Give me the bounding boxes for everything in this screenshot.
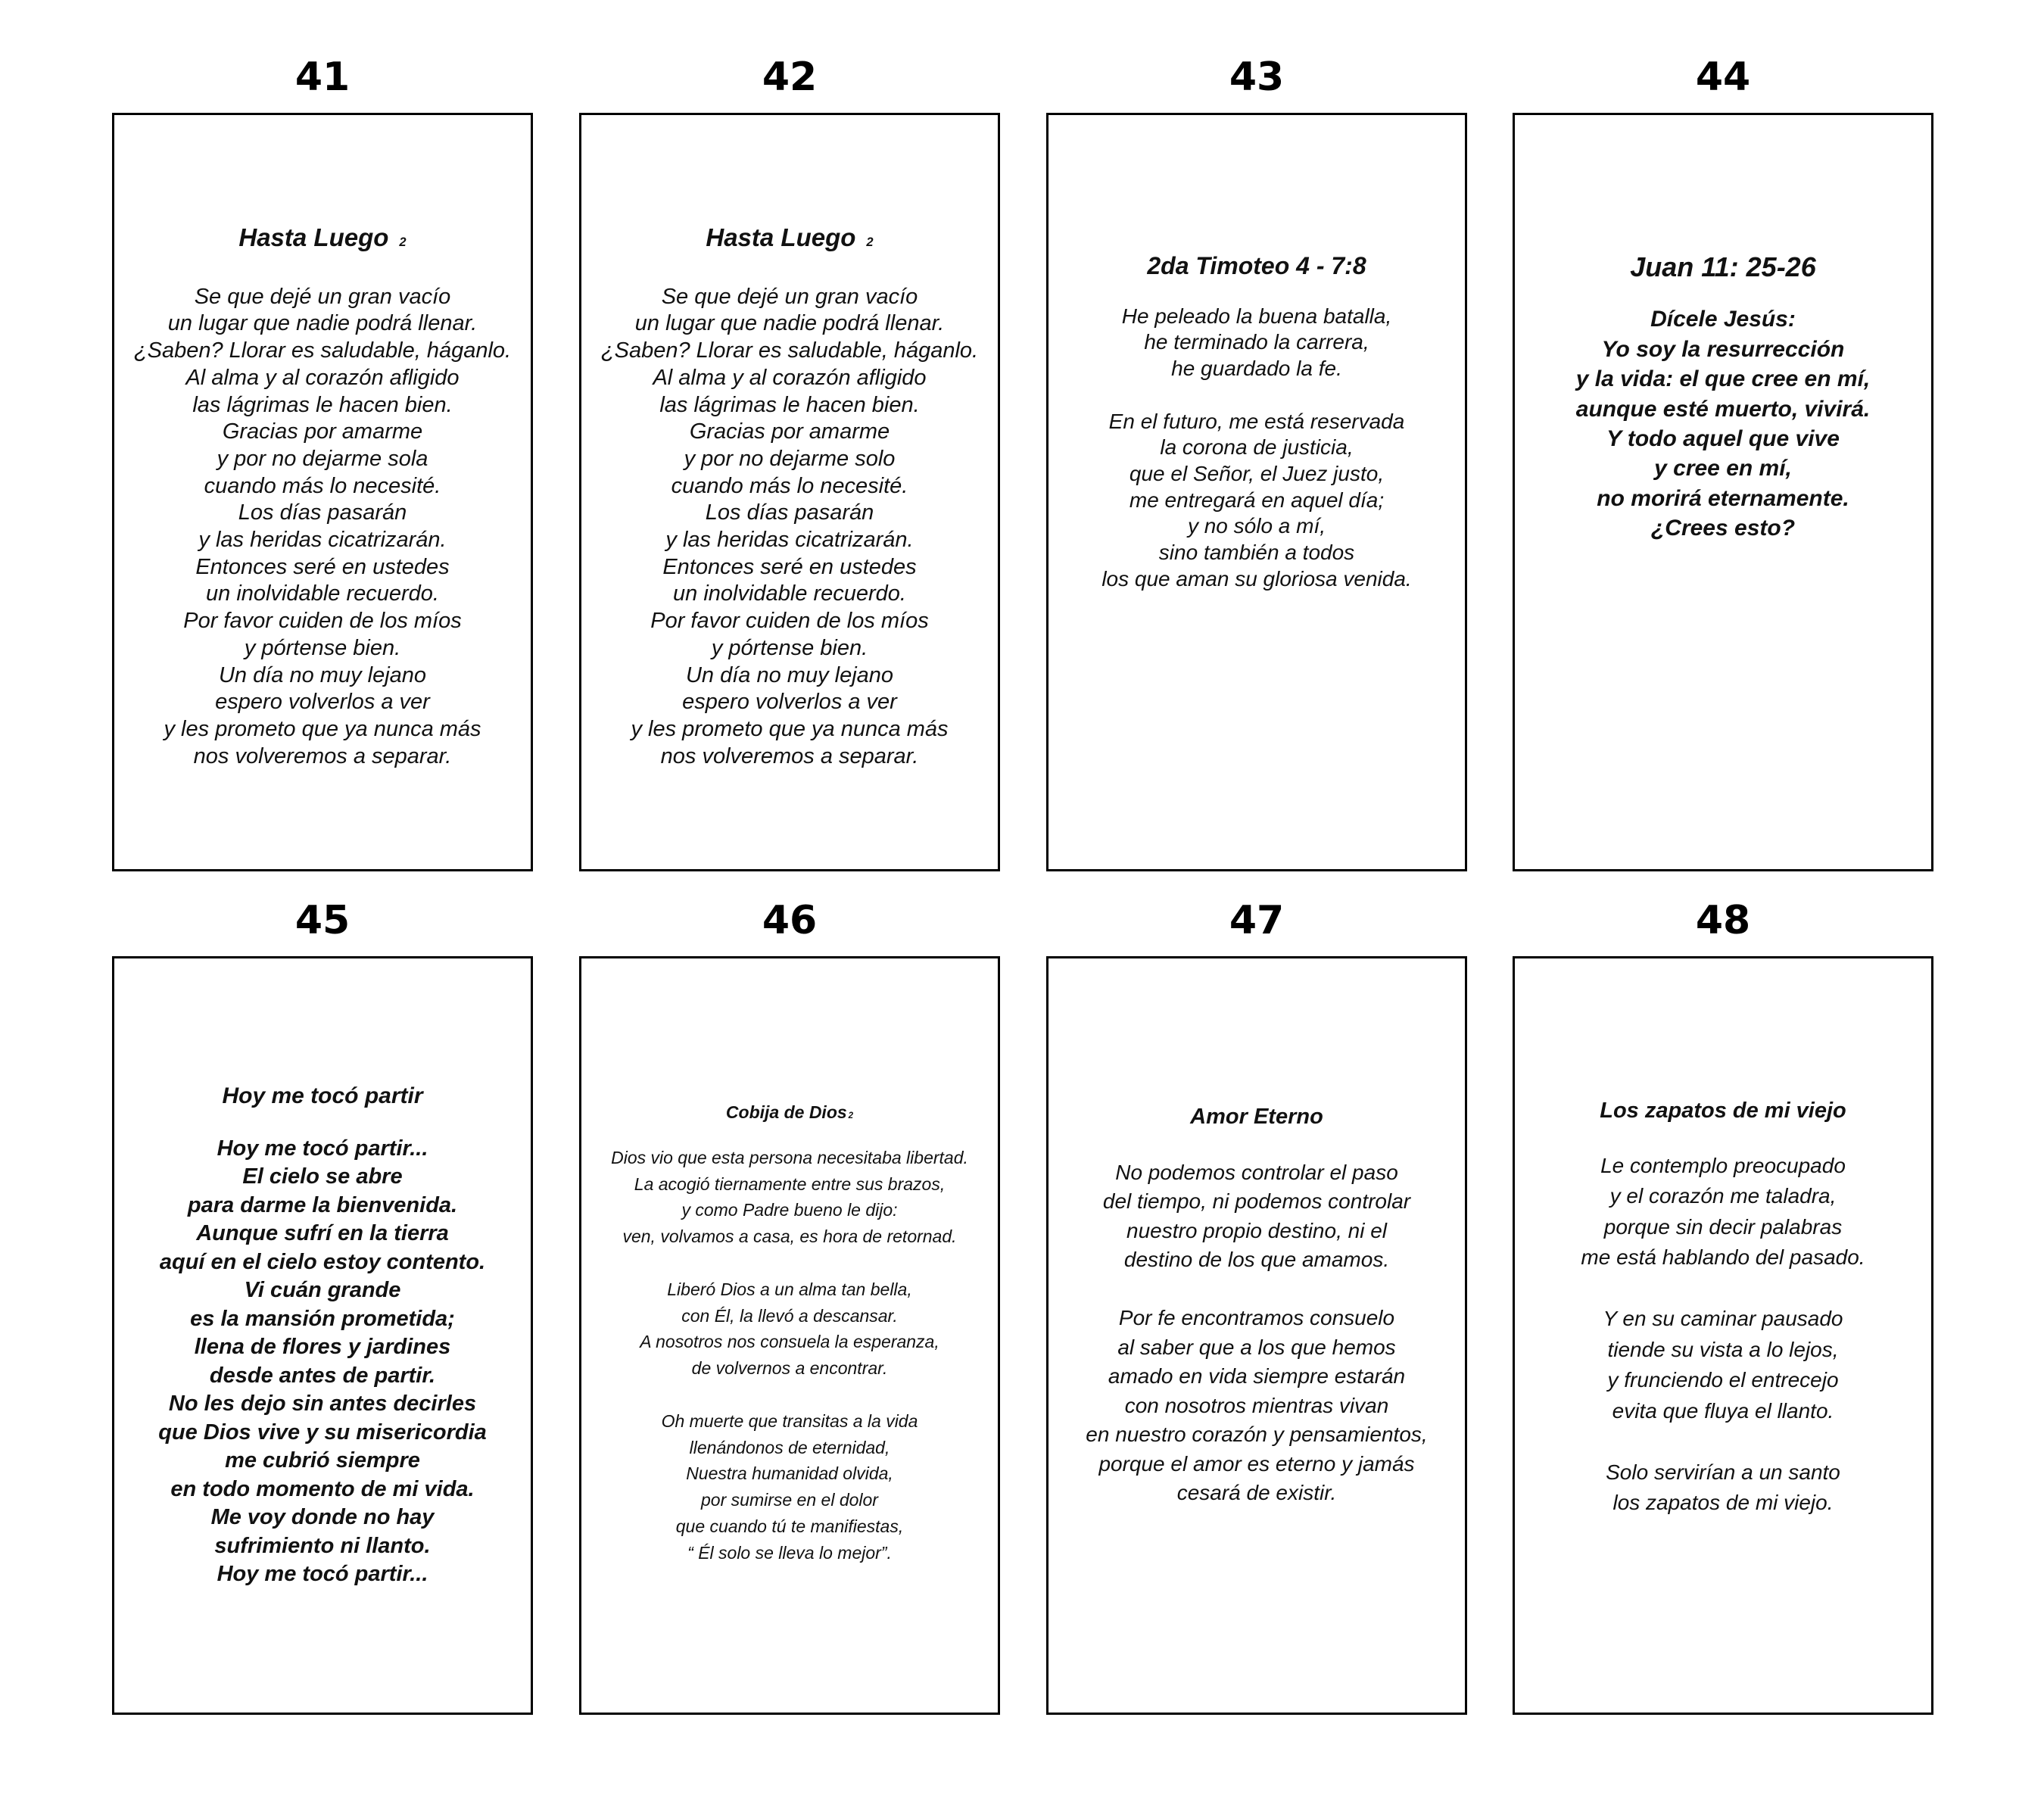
card-line: y les prometo que ya nunca más bbox=[164, 716, 481, 741]
card-line: Se que dejé un gran vacío bbox=[194, 284, 451, 309]
card-line: No les dejo sin antes decirles bbox=[168, 1392, 477, 1416]
card-line: ¿Saben? Llorar es saludable, háganlo. bbox=[600, 338, 979, 363]
card-number: 45 bbox=[294, 898, 351, 943]
card-line: con Él, la llevó a descansar. bbox=[681, 1305, 898, 1326]
card-text bbox=[1048, 1102, 1465, 1508]
card-line: y pórtense bien. bbox=[244, 635, 401, 660]
card-text bbox=[581, 224, 998, 770]
card-line: ¿Crees esto? bbox=[1650, 516, 1796, 541]
card-title bbox=[114, 224, 531, 257]
card-line: Y todo aquel que vive bbox=[1606, 426, 1840, 452]
card-line: en nuestro corazón y pensamientos, bbox=[1086, 1423, 1428, 1446]
stanza-gap bbox=[1515, 1426, 1931, 1457]
card-line: A nosotros nos consuela la esperanza, bbox=[640, 1332, 939, 1352]
card-title: Hoy me tocó partir bbox=[222, 1083, 423, 1108]
card-line: Un día no muy lejano bbox=[218, 662, 427, 687]
card-line: me está hablando del pasado. bbox=[1581, 1245, 1865, 1269]
card-number: 43 bbox=[1229, 55, 1285, 100]
stanza-gap bbox=[581, 1382, 998, 1408]
card-line: es la mansión prometida; bbox=[190, 1306, 455, 1331]
card-line: Aunque sufrí en la tierra bbox=[196, 1221, 449, 1245]
card-line: del tiempo, ni podemos controlar bbox=[1102, 1189, 1411, 1213]
card-line: y la vida: el que cree en mí, bbox=[1575, 366, 1871, 392]
card-line: Yo soy la resurrección bbox=[1601, 336, 1845, 362]
card-line: he terminado la carrera, bbox=[1144, 330, 1369, 354]
card-frame bbox=[1046, 113, 1467, 871]
stanza-gap bbox=[581, 1250, 998, 1276]
card-line: Me voy donde no hay bbox=[210, 1505, 435, 1529]
card-number: 41 bbox=[294, 55, 351, 100]
card-line: llenándonos de eternidad, bbox=[689, 1437, 890, 1457]
card-text bbox=[581, 1099, 998, 1566]
stanza-gap bbox=[1048, 1275, 1465, 1304]
card-line: Vi cuán grande bbox=[244, 1278, 401, 1302]
card-line: he guardado la fe. bbox=[1171, 357, 1342, 381]
card-text bbox=[114, 224, 531, 770]
card-line: Los días pasarán bbox=[238, 500, 407, 525]
card-line: espero volverlos a ver bbox=[215, 690, 430, 715]
card-line: Oh muerte que transitas a la vida bbox=[661, 1410, 918, 1431]
card-title: Juan 11: 25-26 bbox=[1630, 251, 1816, 282]
card-line: y frunciendo el entrecejo bbox=[1607, 1368, 1839, 1392]
card-title bbox=[581, 224, 998, 257]
card-line: las lágrimas le hacen bien. bbox=[659, 392, 920, 417]
card-line: los que aman su gloriosa venida. bbox=[1101, 566, 1412, 591]
card-line: Los días pasarán bbox=[705, 500, 874, 525]
card-line: El cielo se abre bbox=[242, 1164, 403, 1189]
card-line: sufrimiento ni llanto. bbox=[214, 1533, 431, 1558]
card-line: que el Señor, el Juez justo, bbox=[1129, 461, 1385, 485]
card-line: nos volveremos a separar. bbox=[660, 743, 919, 768]
card-line: un inolvidable recuerdo. bbox=[206, 581, 439, 606]
card-line: espero volverlos a ver bbox=[682, 690, 897, 715]
card-line: y como Padre bueno le dijo: bbox=[681, 1200, 898, 1220]
card-line: Hoy me tocó partir... bbox=[217, 1136, 428, 1161]
card-line: Por fe encontramos consuelo bbox=[1118, 1306, 1395, 1329]
card-line: un lugar que nadie podrá llenar. bbox=[634, 311, 945, 336]
card-title-sub: 2 bbox=[399, 235, 407, 249]
card-line: aunque esté muerto, vivirá. bbox=[1575, 396, 1871, 422]
card-line: no morirá eternamente. bbox=[1597, 485, 1849, 511]
card-line: Hoy me tocó partir... bbox=[217, 1562, 428, 1586]
card-title: Los zapatos de mi viejo bbox=[1600, 1099, 1846, 1123]
card-line: Entonces seré en ustedes bbox=[662, 554, 917, 579]
card-line: y no sólo a mí, bbox=[1187, 514, 1326, 538]
card-line: Al alma y al corazón afligido bbox=[185, 365, 460, 390]
card-line: la corona de justicia, bbox=[1160, 435, 1354, 460]
stanza-gap bbox=[1515, 1273, 1931, 1304]
card-frame bbox=[1513, 956, 1933, 1715]
card-line: que cuando tú te manifiestas, bbox=[675, 1516, 904, 1536]
card-line: y por no dejarme sola bbox=[217, 446, 428, 471]
card-line: tiende su vista a lo lejos, bbox=[1607, 1337, 1839, 1361]
card-line: y cree en mí, bbox=[1654, 456, 1792, 482]
card-text bbox=[1515, 252, 1931, 544]
card-line: porque sin decir palabras bbox=[1603, 1214, 1843, 1239]
card-line: con nosotros mientras vivan bbox=[1124, 1393, 1389, 1417]
card-title: Amor Eterno bbox=[1190, 1105, 1323, 1129]
card-line: amado en vida siempre estarán bbox=[1108, 1364, 1406, 1388]
card-line: me cubrió siempre bbox=[225, 1448, 420, 1473]
card-line: He peleado la buena batalla, bbox=[1121, 304, 1392, 328]
card-line: y las heridas cicatrizarán. bbox=[198, 528, 447, 553]
card-line: ven, volvamos a casa, es hora de retornad. bbox=[622, 1226, 957, 1247]
card-frame bbox=[579, 113, 1000, 871]
card-line: al saber que a los que hemos bbox=[1117, 1335, 1396, 1359]
card-text bbox=[1048, 253, 1465, 592]
card-line: llena de flores y jardines bbox=[194, 1335, 451, 1359]
card-line: cesará de existir. bbox=[1176, 1481, 1337, 1504]
card-number: 47 bbox=[1229, 898, 1285, 943]
card-line: Le contemplo preocupado bbox=[1600, 1153, 1846, 1177]
card-line: Dícele Jesús: bbox=[1650, 307, 1796, 332]
card-line: desde antes de partir. bbox=[209, 1363, 436, 1388]
card-number: 48 bbox=[1695, 898, 1751, 943]
card-line: aquí en el cielo estoy contento. bbox=[159, 1249, 486, 1274]
card-title: 2da Timoteo 4 - 7:8 bbox=[1147, 252, 1366, 279]
card-line: La acogió tiernamente entre sus brazos, bbox=[634, 1173, 946, 1194]
card-line: Nuestra humanidad olvida, bbox=[686, 1463, 893, 1484]
card-line: nos volveremos a separar. bbox=[193, 743, 452, 768]
card-line: cuando más lo necesité. bbox=[204, 473, 441, 498]
card-title-text: Cobija de Dios bbox=[725, 1102, 847, 1122]
card-line: los zapatos de mi viejo. bbox=[1612, 1491, 1834, 1514]
card-line: y pórtense bien. bbox=[711, 635, 868, 660]
card-line: y las heridas cicatrizarán. bbox=[665, 528, 914, 553]
card-line: y el corazón me taladra, bbox=[1609, 1184, 1837, 1208]
card-text bbox=[114, 1082, 531, 1589]
card-title-sub: 2 bbox=[866, 235, 874, 249]
card-line: y por no dejarme solo bbox=[684, 446, 896, 471]
card-title-text: Hasta Luego bbox=[706, 223, 856, 251]
card-line: que Dios vive y su misericordia bbox=[158, 1420, 487, 1445]
card-line: Entonces seré en ustedes bbox=[195, 554, 450, 579]
card-line: un inolvidable recuerdo. bbox=[673, 581, 906, 606]
card-line: en todo momento de mi vida. bbox=[170, 1476, 475, 1501]
stanza-gap bbox=[1048, 382, 1465, 409]
card-line: Se que dejé un gran vacío bbox=[661, 284, 918, 309]
card-line: “ Él solo se lleva lo mejor”. bbox=[687, 1542, 892, 1563]
card-title bbox=[581, 1099, 998, 1130]
card-title-text: Hasta Luego bbox=[238, 223, 389, 251]
card-line: evita que fluya el llanto. bbox=[1612, 1398, 1834, 1423]
card-line: Un día no muy lejano bbox=[685, 662, 894, 687]
card-title-sub: 2 bbox=[848, 1111, 854, 1120]
card-frame bbox=[112, 113, 533, 871]
card-line: para darme la bienvenida. bbox=[187, 1192, 458, 1217]
card-line: Y en su caminar pausado bbox=[1603, 1307, 1843, 1330]
card-line: por sumirse en el dolor bbox=[701, 1490, 878, 1510]
card-frame bbox=[1513, 113, 1933, 871]
card-frame bbox=[112, 956, 533, 1715]
card-line: cuando más lo necesité. bbox=[671, 473, 908, 498]
card-line: Gracias por amarme bbox=[222, 419, 423, 444]
card-line: nuestro propio destino, ni el bbox=[1126, 1218, 1387, 1242]
card-number: 44 bbox=[1695, 55, 1751, 100]
card-line: y les prometo que ya nunca más bbox=[631, 716, 949, 741]
card-line: ¿Saben? Llorar es saludable, háganlo. bbox=[133, 338, 512, 363]
card-line: Por favor cuiden de los míos bbox=[183, 609, 462, 634]
card-line: Gracias por amarme bbox=[689, 419, 890, 444]
card-line: porque el amor es eterno y jamás bbox=[1098, 1451, 1415, 1476]
card-frame bbox=[1046, 956, 1467, 1715]
card-line: sino también a todos bbox=[1158, 541, 1355, 565]
card-line: Por favor cuiden de los míos bbox=[650, 609, 929, 634]
card-line: de volvernos a encontrar. bbox=[691, 1358, 888, 1379]
card-line: las lágrimas le hacen bien. bbox=[192, 392, 453, 417]
card-line: Al alma y al corazón afligido bbox=[653, 365, 927, 390]
card-number: 42 bbox=[762, 55, 818, 100]
card-line: Liberó Dios a un alma tan bella, bbox=[667, 1279, 912, 1299]
card-line: No podemos controlar el paso bbox=[1115, 1160, 1398, 1184]
card-frame bbox=[579, 956, 1000, 1715]
card-line: Solo servirían a un santo bbox=[1606, 1460, 1840, 1484]
card-line: En el futuro, me está reservada bbox=[1108, 409, 1405, 433]
card-line: me entregará en aquel día; bbox=[1129, 488, 1385, 512]
card-line: Dios vio que esta persona necesitaba libertad. bbox=[611, 1147, 968, 1167]
card-line: un lugar que nadie podrá llenar. bbox=[167, 311, 478, 336]
card-text bbox=[1515, 1095, 1931, 1519]
card-number: 46 bbox=[762, 898, 818, 943]
card-line: destino de los que amamos. bbox=[1123, 1248, 1390, 1271]
